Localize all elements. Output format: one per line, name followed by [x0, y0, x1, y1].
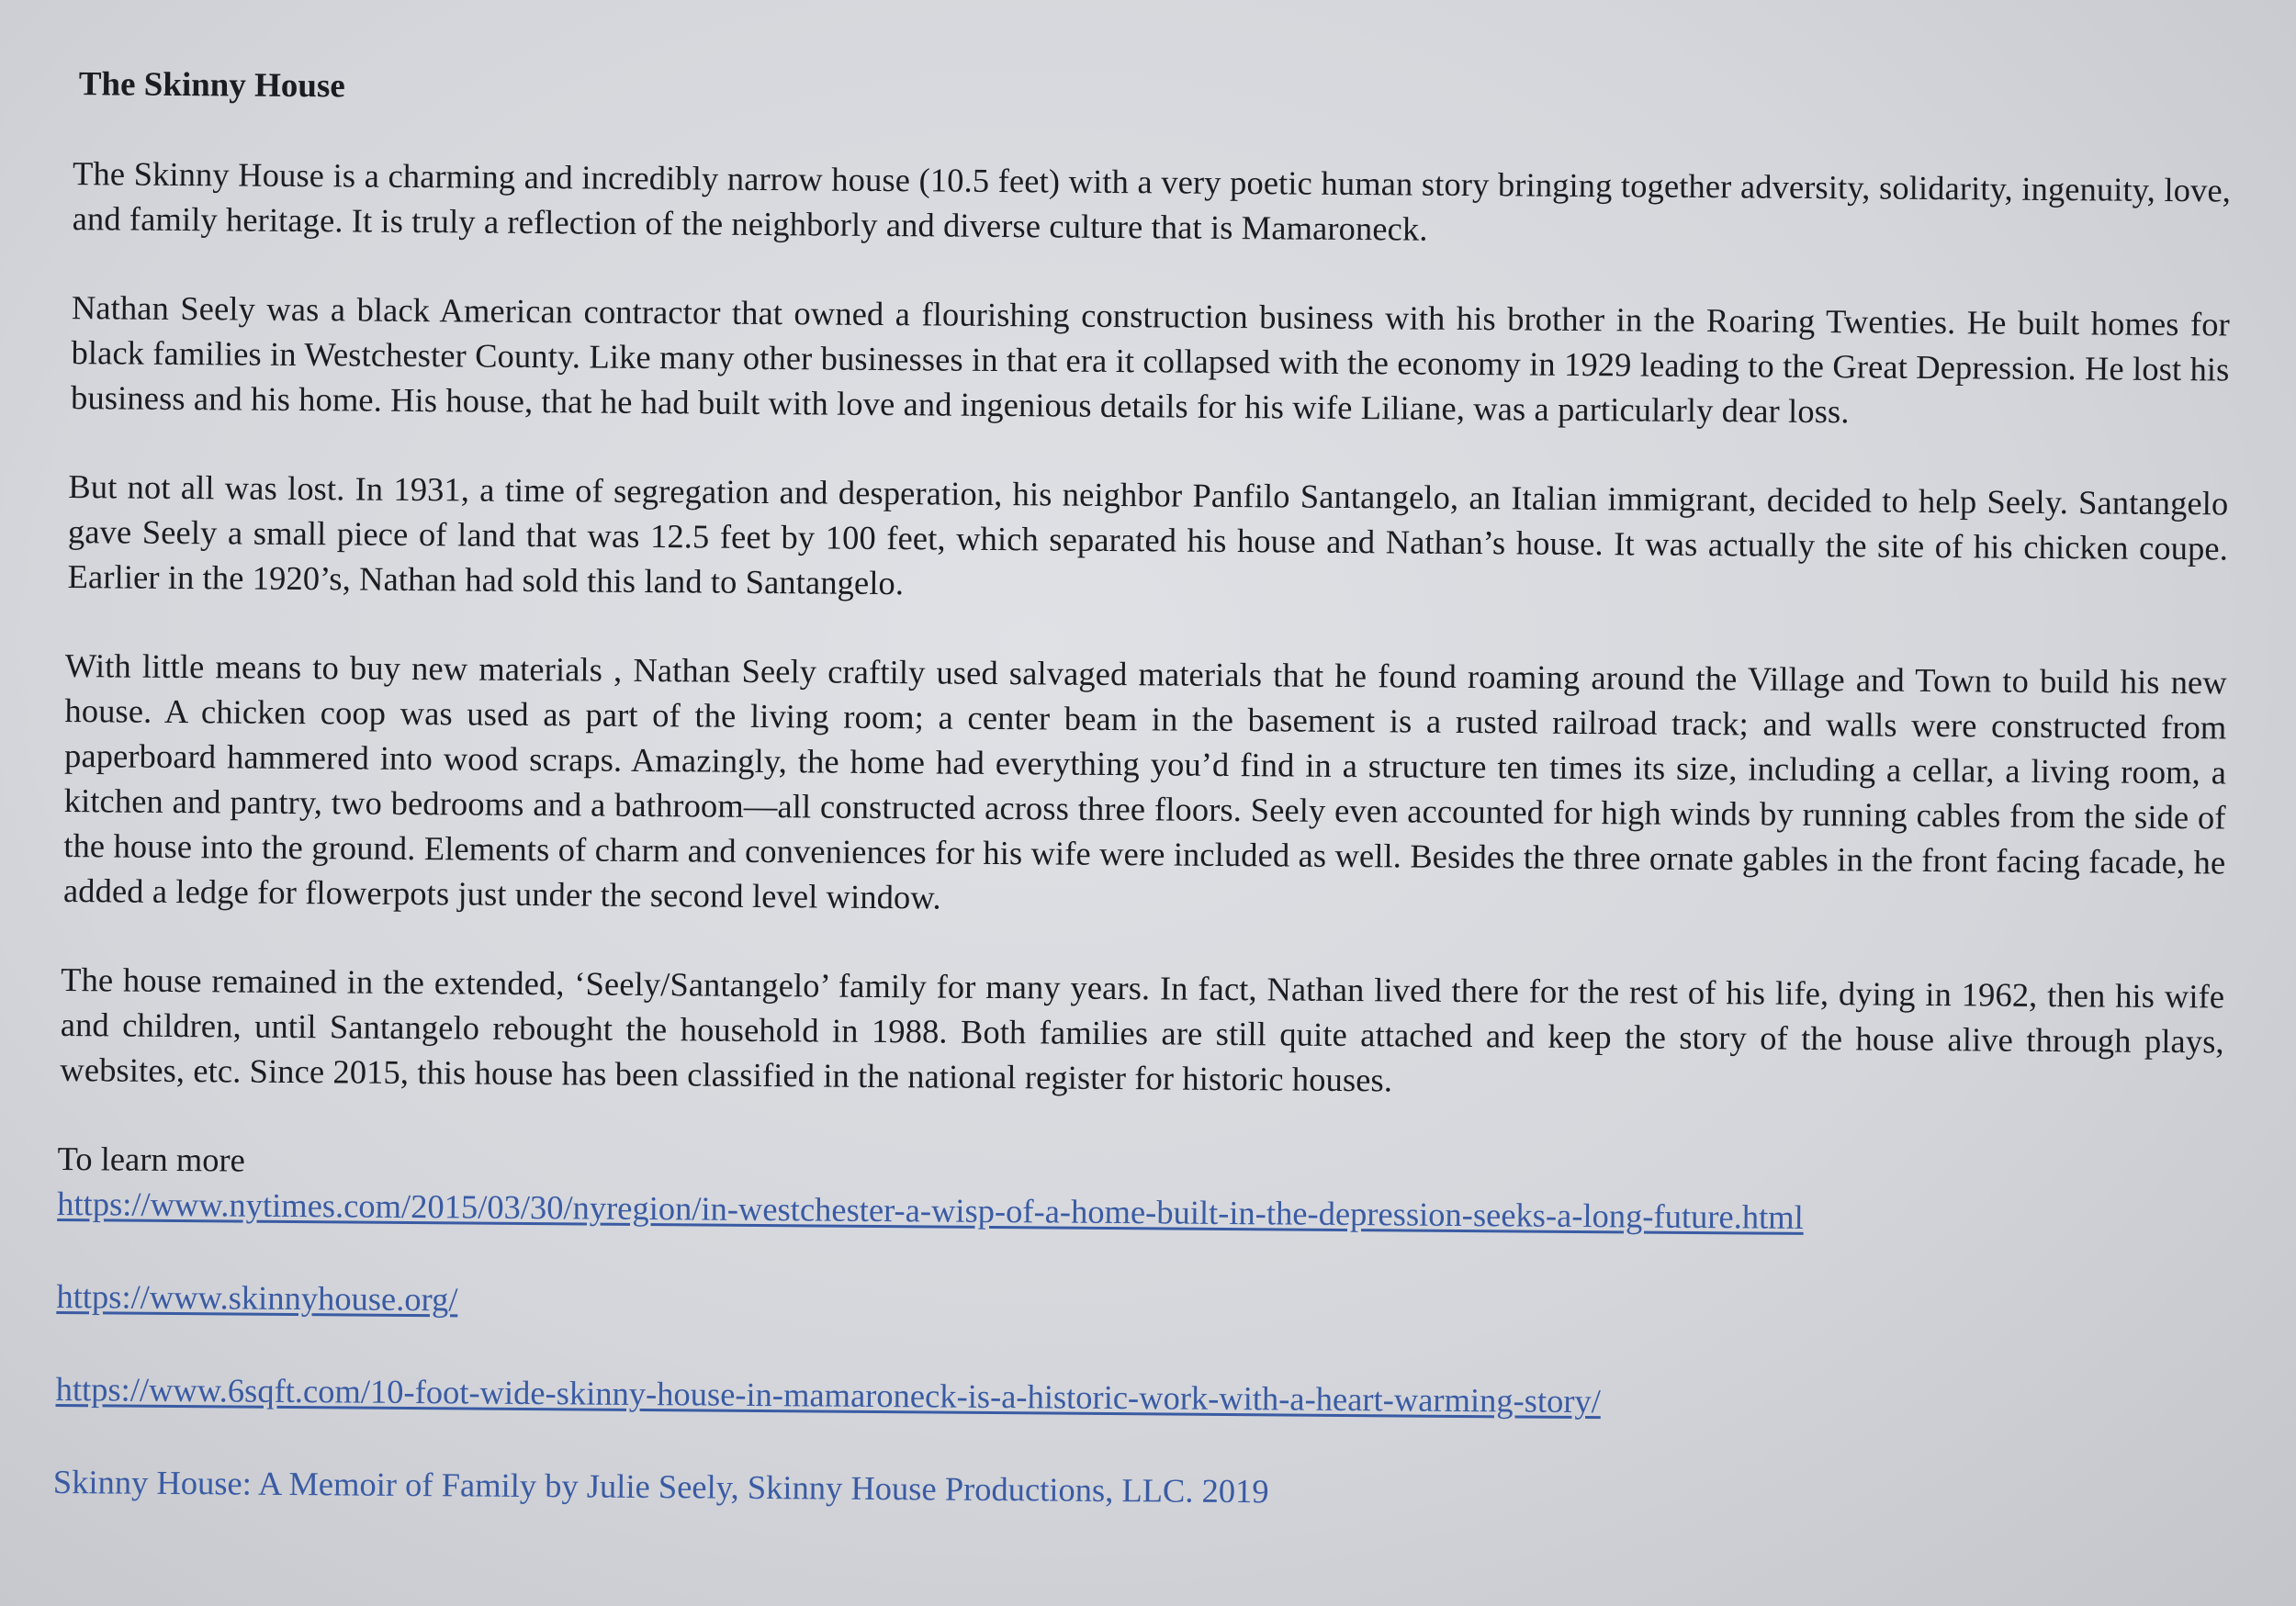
paragraph-legacy: The house remained in the extended, ‘Seely/Santangelo’ family for many years. In fact, Nathan lived there for the rest of his life, dying in 1962, then his wife and children, until Santangelo rebought the household in 1988. Both families are still quite attached and keep the story of the house alive through plays, websites, etc. Since 2015, this house has been classified in the national register for historic houses.	[60, 960, 2225, 1099]
learn-more-label: To learn more	[57, 1140, 245, 1179]
document-title: The Skinny House	[78, 65, 345, 106]
link-6sqft[interactable]: https://www.6sqft.com/10-foot-wide-skinny-house-in-mamaroneck-is-a-historic-work-with-a-heart-warming-story/	[55, 1370, 1602, 1421]
document-page	[53, 64, 2232, 1522]
paragraph-construction: With little means to buy new materials , Nathan Seely craftily used salvaged materials that he found roaming around the Village and Town to build his new house. A chicken coop was used as part of the living room; a center beam in the basement is a rusted railroad track; and walls were constructed from paperboard hammered into wood scraps. Amazingly, the home had everything you’d find in a structure ten times its size, including a cellar, a living room, a kitchen and pantry, two bedrooms and a bathroom—all constructed across three floors. Seely even accounted for high winds by running cables from the side of the house into the ground. Elements of charm and conveniences for his wife were included as well. Besides the three ornate gables in the front facing facade, he added a ledge for flowerpots just under the second level window.	[62, 646, 2227, 916]
paragraph-santangelo: But not all was lost. In 1931, a time of segregation and desperation, his neighbor Panfilo Santangelo, an Italian immigrant, decided to help Seely. Santangelo gave Seely a small piece of land that was 12.5 feet by 100 feet, which separated his house and Nathan’s house. It was actually the site of his chicken coupe. Earlier in the 1920’s, Nathan had sold this land to Santangelo.	[67, 467, 2229, 602]
book-citation: Skinny House: A Memoir of Family by Julie Seely, Skinny House Productions, LLC. 2019	[52, 1463, 1269, 1511]
link-nytimes[interactable]: https://www.nytimes.com/2015/03/30/nyregion/in-westchester-a-wisp-of-a-home-built-in-the-depression-seeks-a-long-future.html	[57, 1185, 1804, 1237]
paragraph-intro: The Skinny House is a charming and incredibly narrow house (10.5 feet) with a very poetic human story bringing together adversity, solidarity, ingenuity, love, and family heritage. It is truly a reflection of the neighborly and diverse culture that is Mamaroneck.	[72, 154, 2232, 249]
paragraph-nathan-seely: Nathan Seely was a black American contractor that owned a flourishing construction business with his brother in the Roaring Twenties. He built homes for black families in Westchester County. Like many other businesses in that era it collapsed with the economy in 1929 leading to the Great Depression. He lost his business and his home. His house, that he had built with love and ingenious details for his wife Liliane, was a particularly dear loss.	[70, 288, 2231, 431]
link-skinnyhouse[interactable]: https://www.skinnyhouse.org/	[56, 1277, 458, 1319]
